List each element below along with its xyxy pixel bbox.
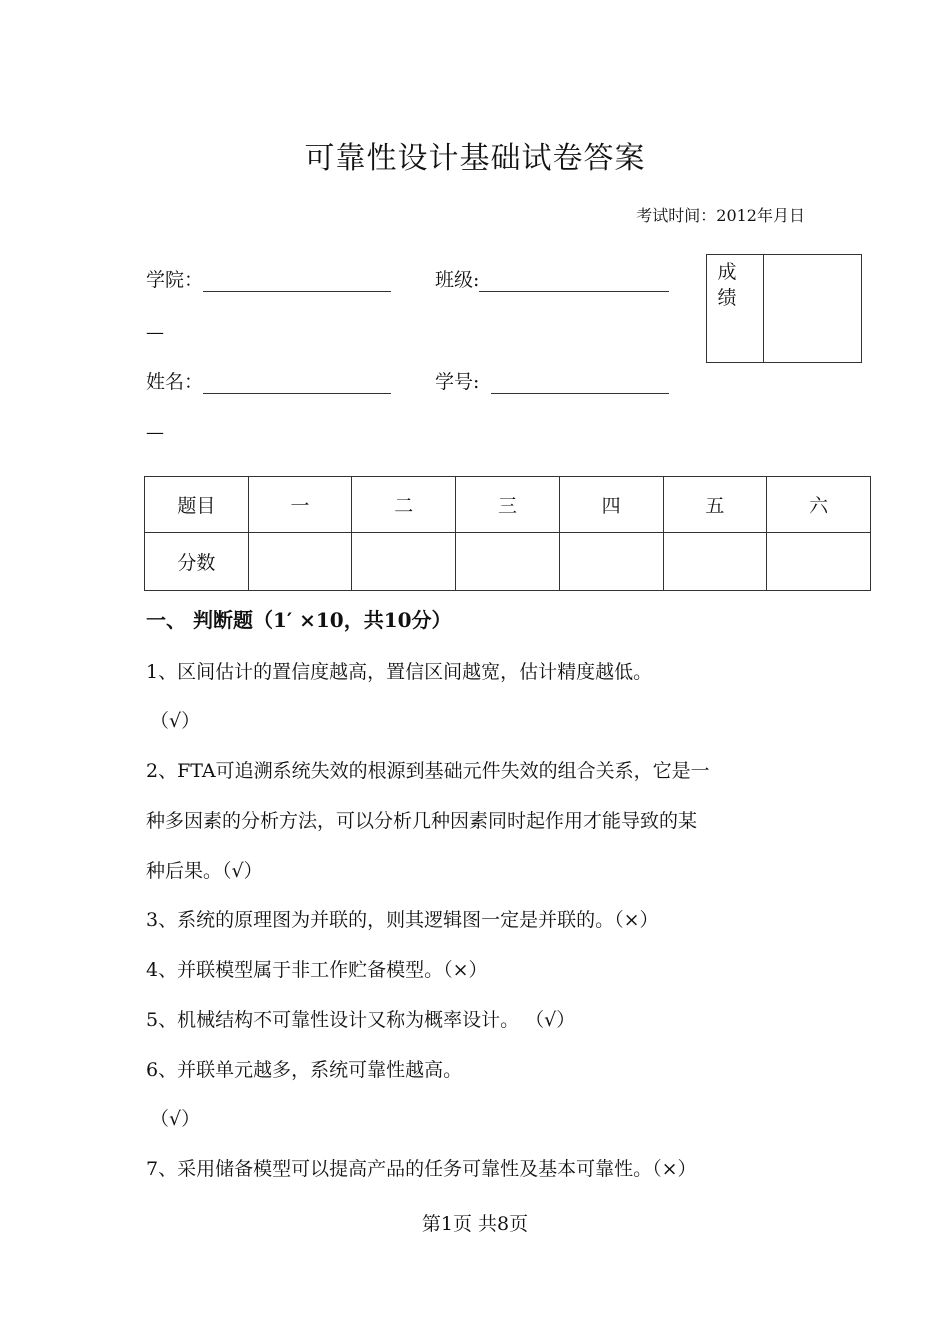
score-header-cell: 五 xyxy=(663,477,767,533)
student-id-field xyxy=(435,367,669,394)
score-header-cell: 题目 xyxy=(145,477,249,533)
score-cell xyxy=(663,533,767,591)
score-cell xyxy=(767,533,871,591)
score-header-cell: 四 xyxy=(559,477,663,533)
score-header-cell: 三 xyxy=(456,477,560,533)
question-line: 5、机械结构不可靠性设计又称为概率设计。 （√） xyxy=(146,1009,576,1031)
class-label: 班级: xyxy=(435,269,480,291)
class-blank xyxy=(479,290,669,292)
score-row-label: 分数 xyxy=(145,533,249,591)
grade-divider xyxy=(763,255,764,362)
score-cell xyxy=(456,533,560,591)
question-line: 1、区间估计的置信度越高，置信区间越宽，估计精度越低。 xyxy=(146,661,653,683)
college-field xyxy=(146,265,391,292)
page-footer: 第1页 共8页 xyxy=(421,1213,529,1235)
question-line: 种后果。（√） xyxy=(146,860,263,882)
question-line: 7、采用储备模型可以提高产品的任务可靠性及基本可靠性。（×） xyxy=(146,1158,697,1180)
question-line: 种多因素的分析方法，可以分析几种因素同时起作用才能导致的某 xyxy=(146,810,698,832)
name-label: 姓名： xyxy=(146,371,204,393)
name-field xyxy=(146,367,391,394)
score-header-cell: 二 xyxy=(352,477,456,533)
document-title: 可靠性设计基础试卷答案 xyxy=(304,141,646,176)
grade-label: 成绩 xyxy=(717,261,737,309)
wrap-dash: — xyxy=(146,322,164,343)
score-header-cell: 一 xyxy=(248,477,352,533)
answer-line: （√） xyxy=(150,1108,201,1130)
student-id-label: 学号: xyxy=(435,371,480,393)
section-heading: 一、 判断题（1′ ×10，共10分） xyxy=(146,608,452,632)
score-cell xyxy=(248,533,352,591)
wrap-dash: — xyxy=(146,422,164,443)
grade-box xyxy=(706,254,862,363)
question-line: 6、并联单元越多，系统可靠性越高。 xyxy=(146,1059,463,1081)
score-header-row xyxy=(145,477,871,533)
class-field xyxy=(435,265,669,292)
score-value-row xyxy=(145,533,871,591)
student-id-blank xyxy=(491,392,669,394)
score-table xyxy=(144,476,871,591)
college-blank xyxy=(203,290,391,292)
question-line: 4、并联模型属于非工作贮备模型。（×） xyxy=(146,959,488,981)
score-cell xyxy=(352,533,456,591)
college-label: 学院： xyxy=(146,269,204,291)
question-line: 3、系统的原理图为并联的，则其逻辑图一定是并联的。（×） xyxy=(146,909,659,931)
exam-time: 考试时间：2012年月日 xyxy=(636,206,805,225)
score-header-cell: 六 xyxy=(767,477,871,533)
score-cell xyxy=(559,533,663,591)
answer-line: （√） xyxy=(150,710,201,732)
name-blank xyxy=(203,392,391,394)
question-line: 2、FTA可追溯系统失效的根源到基础元件失效的组合关系，它是一 xyxy=(146,760,710,782)
